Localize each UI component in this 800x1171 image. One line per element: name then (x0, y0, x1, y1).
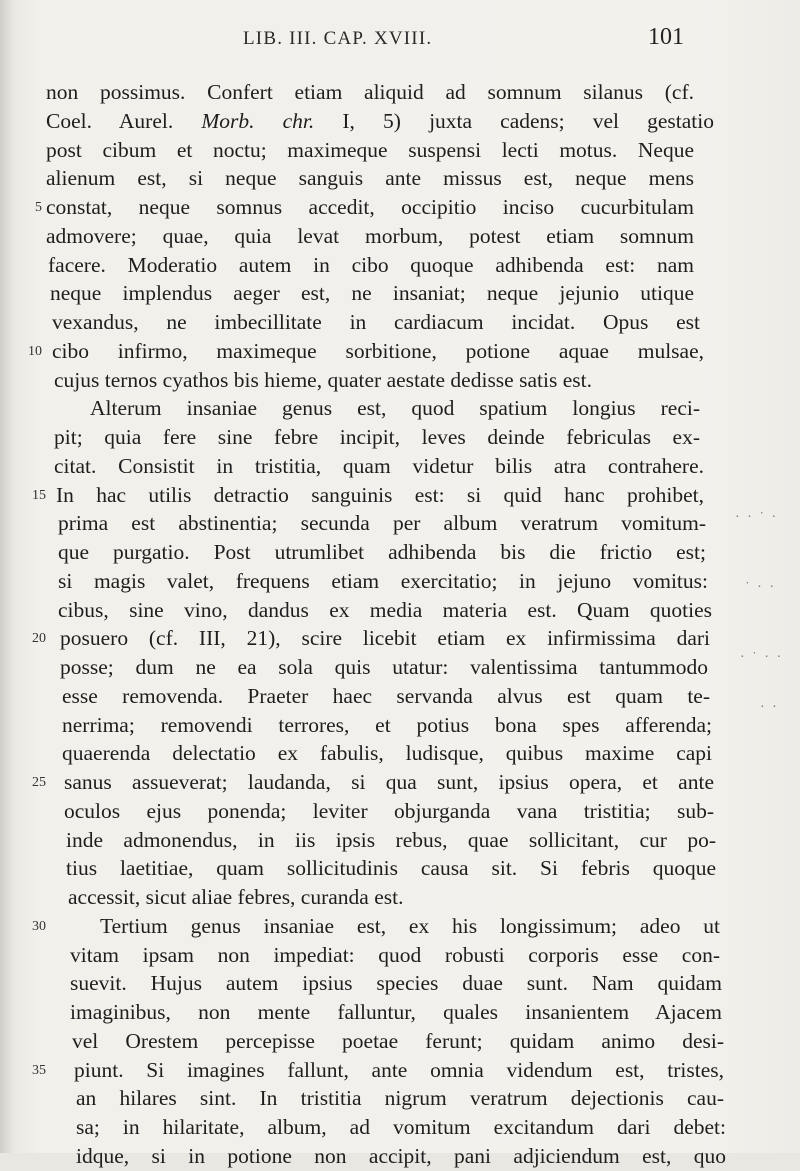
line-number: 20 (32, 631, 46, 647)
margin-smudge: · ˙ · · (740, 650, 784, 665)
text-line: oculos ejus ponenda; leviter objurganda vana tristitia; sub- (64, 798, 714, 823)
text-line: prima est abstinentia; secunda per album veratrum vomitum- (58, 511, 706, 536)
text-line: imaginibus, non mente falluntur, quales insanientem Ajacem (70, 1000, 722, 1024)
text-line: tius laetitiae, quam sollicitudinis causa sit. Si febris quoque (66, 856, 716, 881)
line-number: 5 (35, 200, 42, 215)
text-line: non possimus. Confert etiam aliquid ad somnum silanus (cf. (46, 80, 694, 104)
margin-smudge: ˙ · · (745, 580, 776, 595)
text-line: pit; quia fere sine febre incipit, leves deinde febriculas ex- (54, 425, 700, 449)
text-line: nerrima; removendi terrores, et potius bona spes afferenda; (62, 712, 712, 737)
italic-title: Morb. chr. (201, 108, 315, 133)
text-line: posse; dum ne ea sola quis utatur: valentissima tantummodo (60, 655, 708, 679)
text-line: Alterum insaniae genus est, quod spatium longius reci- (90, 396, 700, 421)
text-line: quaerenda delectatio ex fabulis, ludisque, quibus maxime capi (62, 741, 712, 766)
text-line: constat, neque somnus accedit, occipitio inciso cucurbitulam (46, 195, 694, 219)
text-line: cujus ternos cyathos bis hieme, quater aestate dedisse satis est. (54, 367, 592, 392)
running-head: LIB. III. CAP. XVIII. (243, 28, 433, 49)
page-number: 101 (648, 24, 684, 50)
text-line: post cibum et noctu; maximeque suspensi lecti motus. Neque (46, 137, 694, 162)
text-line: neque implendus aeger est, ne insaniat; neque jejunio utique (50, 281, 694, 306)
line-number: 15 (32, 487, 46, 503)
text-line: sa; in hilaritate, album, ad vomitum excitandum dari debet: (76, 1115, 726, 1139)
page-header (0, 24, 800, 54)
text-line: alienum est, si neque sanguis ante missus est, neque mens (46, 166, 694, 191)
text-line: cibo infirmo, maximeque sorbitione, potione aquae mulsae, (52, 338, 704, 363)
text-line: Coel. Aurel. Morb. chr. I, 5) juxta cadens; vel gestatio (46, 108, 714, 133)
text-line: an hilares sint. In tristitia nigrum veratrum dejectionis cau- (76, 1086, 724, 1111)
line-number: 10 (28, 343, 42, 359)
text-line: inde admonendus, in iis ipsis rebus, quae sollicitant, cur po- (66, 827, 716, 852)
line-number: 25 (32, 775, 46, 790)
line-number: 35 (32, 1062, 46, 1078)
text-line: sanus assueverat; laudanda, si qua sunt, ipsius opera, et ante (64, 770, 714, 794)
line-number: 30 (32, 918, 46, 934)
text-line: suevit. Hujus autem ipsius species duae sunt. Nam quidam (70, 971, 722, 996)
text-line: cibus, sine vino, dandus ex media materia est. Quam quoties (58, 597, 712, 622)
margin-smudge: · · ˙ · (735, 510, 779, 525)
text-line: admovere; quae, quia levat morbum, potest etiam somnum (46, 223, 694, 248)
text-line: vel Orestem percepisse poetae ferunt; quidam animo desi- (72, 1028, 724, 1053)
text-line: piunt. Si imagines fallunt, ante omnia videndum est, tristes, (74, 1057, 724, 1082)
text-line: que purgatio. Post utrumlibet adhibenda bis die frictio est; (58, 540, 706, 564)
text-line: idque, si in potione non accipit, pani adjiciendum est, quo (76, 1143, 726, 1168)
text-line: facere. Moderatio autem in cibo quoque adhibenda est: nam (48, 252, 694, 277)
text-line: posuero (cf. III, 21), scire licebit etiam ex infirmissima dari (60, 626, 710, 651)
text-line: vitam ipsam non impediat: quod robusti corporis esse con- (70, 942, 720, 967)
text-line: citat. Consistit in tristitia, quam videtur bilis atra contrahere. (54, 453, 704, 478)
margin-smudge: · · (760, 700, 779, 715)
text-line: vexandus, ne imbecillitate in cardiacum incidat. Opus est (52, 310, 700, 334)
text-line: In hac utilis detractio sanguinis est: si quid hanc prohibet, (56, 482, 704, 507)
text-line: Tertium genus insaniae est, ex his longissimum; adeo ut (100, 913, 720, 938)
text-line: esse removenda. Praeter haec servanda alvus est quam te- (62, 683, 710, 708)
text-line: si magis valet, frequens etiam exercitatio; in jejuno vomitus: (58, 568, 708, 593)
text-line: accessit, sicut aliae febres, curanda est. (68, 885, 404, 909)
